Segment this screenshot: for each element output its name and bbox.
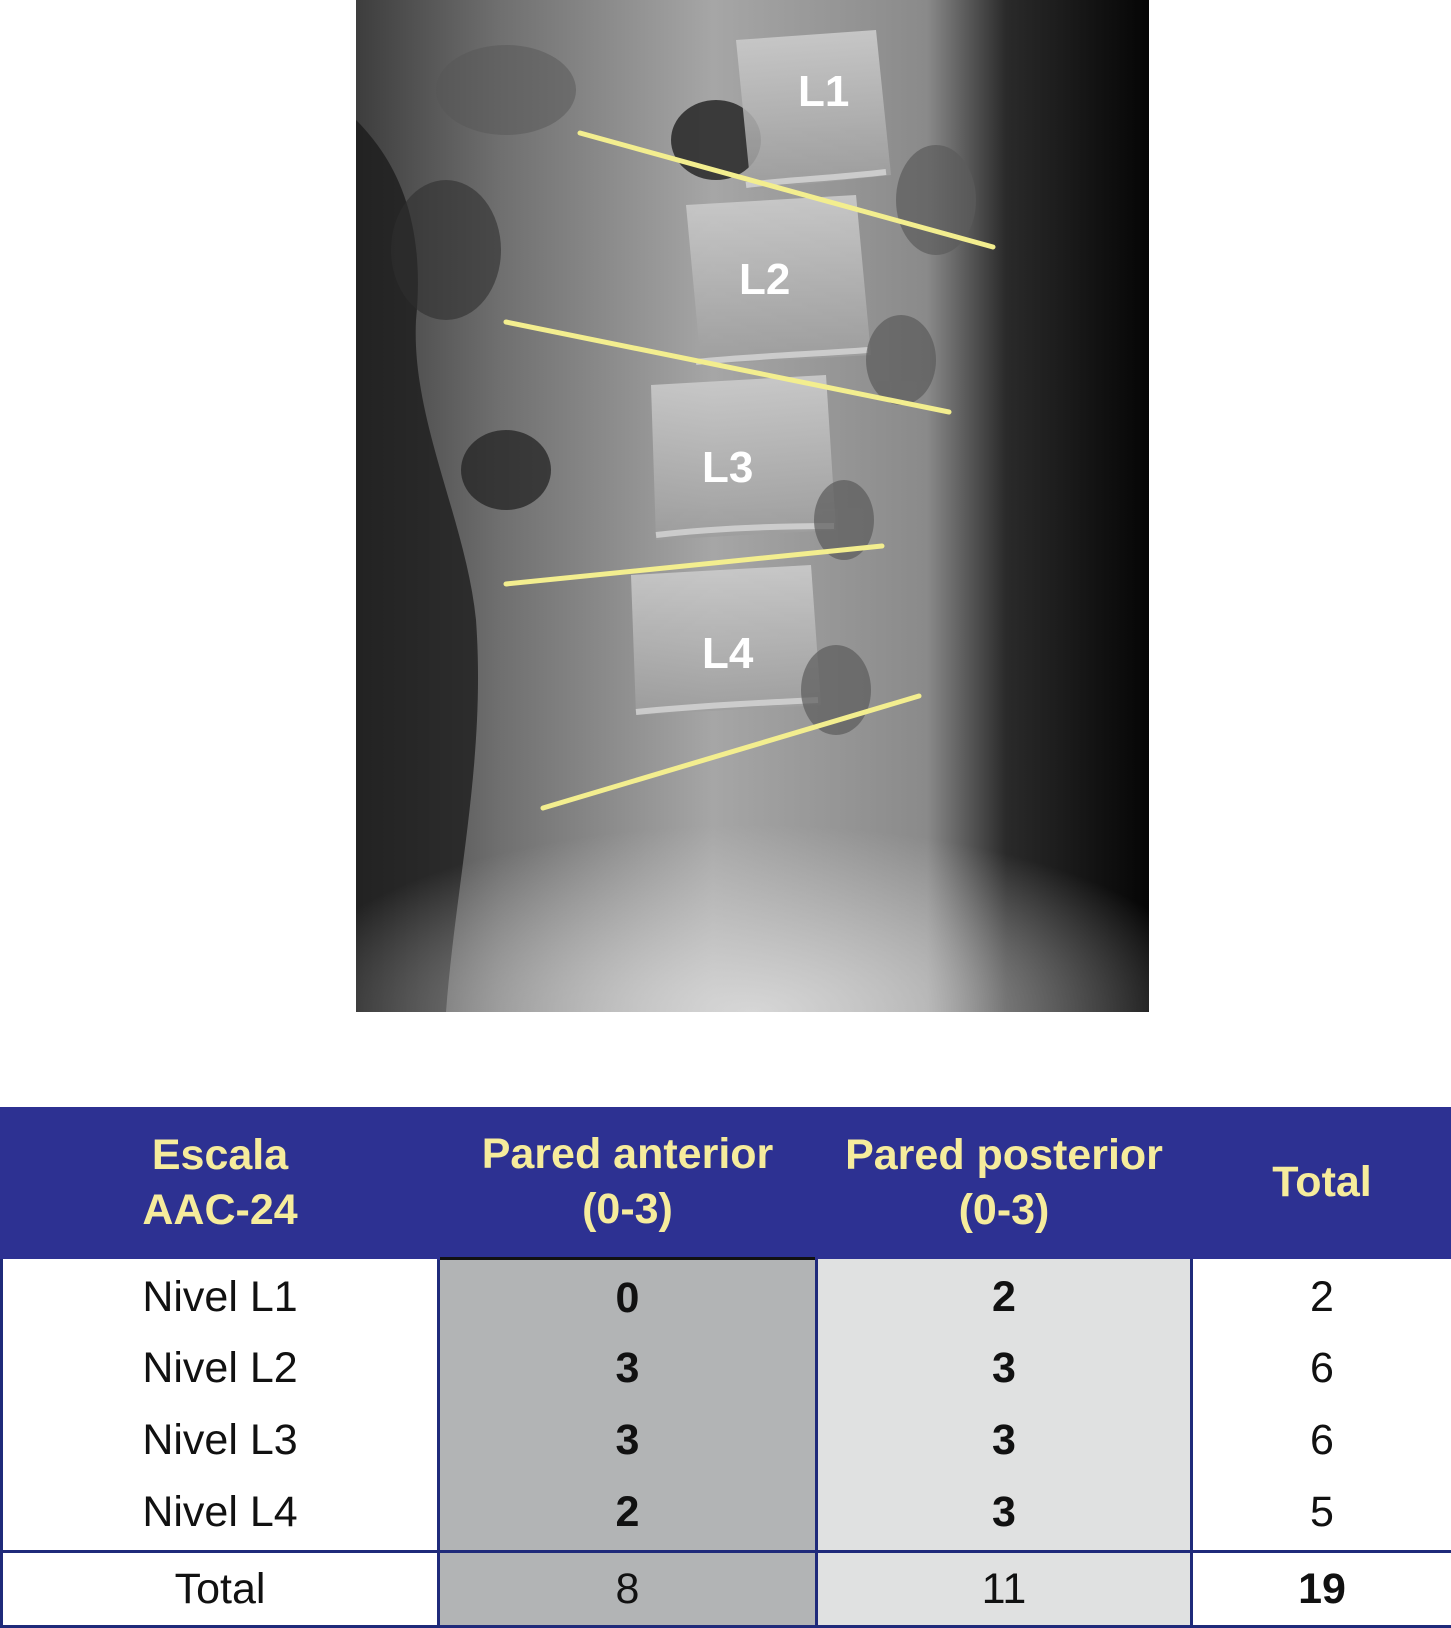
- row-anterior-score: 3: [439, 1332, 817, 1404]
- row-posterior-score: 2: [817, 1259, 1192, 1333]
- total-anterior: 8: [439, 1552, 817, 1627]
- row-anterior-score: 0: [439, 1259, 817, 1333]
- header-scale-line2: AAC-24: [9, 1183, 431, 1238]
- row-posterior-score: 3: [817, 1332, 1192, 1404]
- row-level: Nivel L1: [2, 1259, 439, 1333]
- total-grand: 19: [1192, 1552, 1451, 1627]
- table-header-row: [2, 1107, 1451, 1259]
- row-anterior-score: 2: [439, 1476, 817, 1552]
- row-posterior-score: 3: [817, 1404, 1192, 1476]
- vertebra-label-l3: L3: [702, 443, 753, 492]
- header-scale-line1: Escala: [9, 1128, 431, 1183]
- header-posterior-line1: Pared posterior: [824, 1128, 1184, 1183]
- header-posterior-wall: [817, 1107, 1192, 1259]
- vertebra-label-l4: L4: [702, 629, 754, 678]
- row-level: Nivel L4: [2, 1476, 439, 1552]
- table-row: [2, 1259, 1451, 1333]
- vertebra-label-l2: L2: [739, 255, 790, 304]
- row-total: 2: [1192, 1259, 1451, 1333]
- row-total: 6: [1192, 1404, 1451, 1476]
- total-label: Total: [2, 1552, 439, 1627]
- lumbar-xray-image: [356, 0, 1149, 1012]
- row-anterior-score: 3: [439, 1404, 817, 1476]
- header-total: Total: [1192, 1107, 1451, 1259]
- header-anterior-line1: Pared anterior: [446, 1127, 809, 1182]
- row-posterior-score: 3: [817, 1476, 1192, 1552]
- table-row: [2, 1332, 1451, 1404]
- table-row: [2, 1404, 1451, 1476]
- row-level: Nivel L2: [2, 1332, 439, 1404]
- vertebra-label-l1: L1: [798, 67, 849, 116]
- row-level: Nivel L3: [2, 1404, 439, 1476]
- header-posterior-line2: (0-3): [824, 1183, 1184, 1238]
- header-scale: [2, 1107, 439, 1259]
- aac24-score-table: [0, 1107, 1451, 1628]
- row-total: 6: [1192, 1332, 1451, 1404]
- header-anterior-wall: [439, 1107, 817, 1259]
- total-posterior: 11: [817, 1552, 1192, 1627]
- table-total-row: [2, 1552, 1451, 1627]
- table-row: [2, 1476, 1451, 1552]
- row-total: 5: [1192, 1476, 1451, 1552]
- header-anterior-line2: (0-3): [446, 1182, 809, 1237]
